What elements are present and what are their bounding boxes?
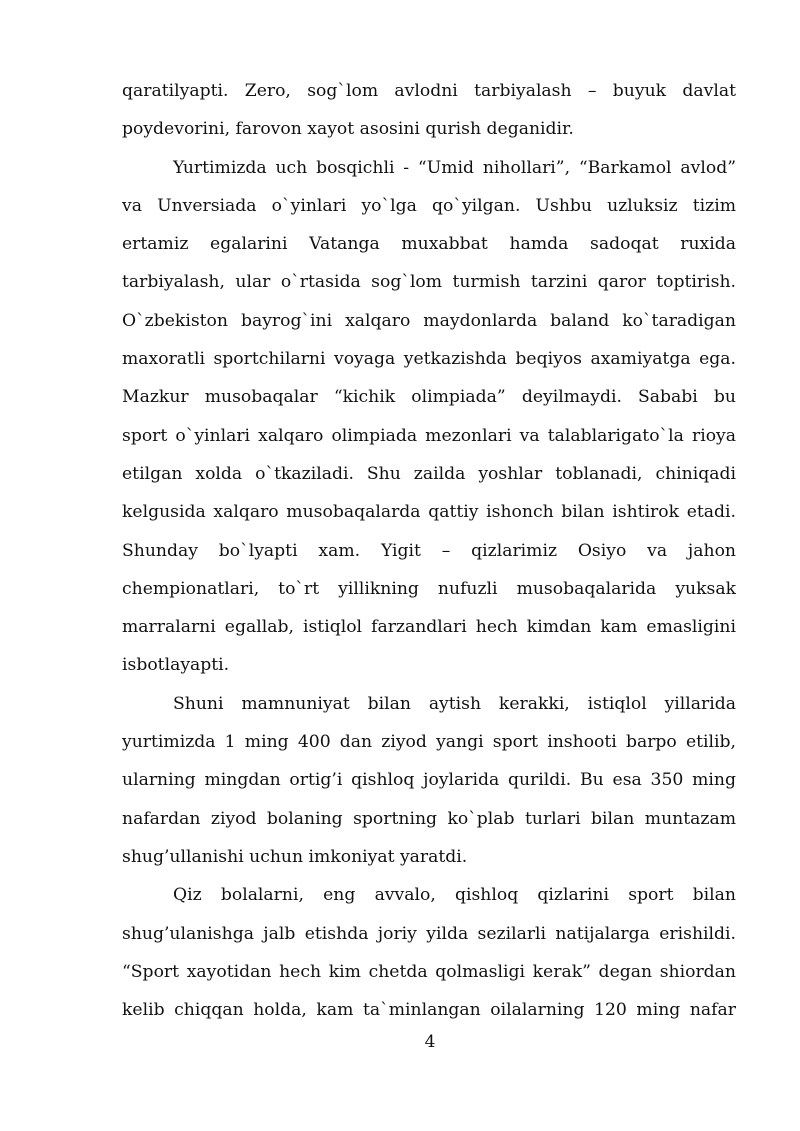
text-line: isbotlayapti. bbox=[122, 655, 230, 676]
text-line: kelgusida xalqaro musobaqalarda qattiy ishonch bilan ishtirok etadi. bbox=[122, 502, 736, 523]
text-line: maxoratli sportchilarni voyaga yetkazishda beqiyos axamiyatga ega. bbox=[122, 349, 736, 370]
text-line: yurtimizda 1 ming 400 dan ziyod yangi sport inshooti barpo etilib, bbox=[122, 732, 736, 753]
text-line: “Sport xayotidan hech kim chetda qolmasligi kerak” degan shiordan bbox=[122, 961, 736, 982]
text-line: qaratilyapti. Zero, sog`lom avlodni tarbiyalash – buyuk davlat bbox=[122, 81, 736, 101]
text-line: marralarni egallab, istiqlol farzandlari hech kimdan kam emasligini bbox=[122, 617, 736, 638]
paragraph-4 bbox=[122, 876, 736, 1029]
text-line: poydevorini, farovon xayot asosini qurish deganidir. bbox=[122, 119, 574, 140]
text-line: kelib chiqqan holda, kam ta`minlangan oilalarning 120 ming nafar bbox=[122, 1000, 736, 1021]
text-line: chempionatlari, to`rt yillikning nufuzli musobaqalarida yuksak bbox=[122, 578, 736, 599]
text-line: Mazkur musobaqalar “kichik olimpiada” deyilmaydi. Sababi bu bbox=[122, 387, 736, 408]
text-line: etilgan xolda o`tkaziladi. Shu zailda yoshlar toblanadi, chiniqadi bbox=[122, 463, 736, 484]
text-line: sport o`yinlari xalqaro olimpiada mezonlari va talablarigato`la rioya bbox=[122, 425, 736, 446]
text-line: shug’ulanishga jalb etishda joriy yilda sezilarli natijalarga erishildi. bbox=[122, 923, 736, 944]
text-line: ularning mingdan ortig’i qishloq joylarida qurildi. Bu esa 350 ming bbox=[122, 770, 736, 791]
text-line: Qiz bolalarni, eng avvalo, qishloq qizlarini sport bilan bbox=[173, 885, 736, 906]
text-line: ertamiz egalarini Vatanga muxabbat hamda sadoqat ruxida bbox=[122, 234, 736, 255]
paragraph-1 bbox=[122, 72, 736, 149]
text-line: va Unversiada o`yinlari yo`lga qo`yilgan. Ushbu uzluksiz tizim bbox=[122, 195, 736, 216]
page-number: 4 bbox=[424, 1032, 436, 1052]
text-line: shug’ullanishi uchun imkoniyat yaratdi. bbox=[122, 846, 468, 867]
text-line: tarbiyalash, ular o`rtasida sog`lom turmish tarzini qaror toptirish. bbox=[122, 272, 736, 293]
paragraph-2 bbox=[122, 149, 736, 685]
text-line: Shunday bo`lyapti xam. Yigit – qizlarimiz Osiyo va jahon bbox=[122, 540, 736, 561]
text-line: nafardan ziyod bolaning sportning ko`plab turlari bilan muntazam bbox=[122, 808, 736, 829]
text-line: O`zbekiston bayrog`ini xalqaro maydonlarda baland ko`taradigan bbox=[122, 310, 736, 331]
paragraph-3 bbox=[122, 685, 736, 876]
text-line: Shuni mamnuniyat bilan aytish kerakki, istiqlol yillarida bbox=[173, 693, 736, 714]
document-page bbox=[122, 72, 736, 1029]
text-line: Yurtimizda uch bosqichli - “Umid nihollari”, “Barkamol avlod” bbox=[173, 157, 736, 178]
